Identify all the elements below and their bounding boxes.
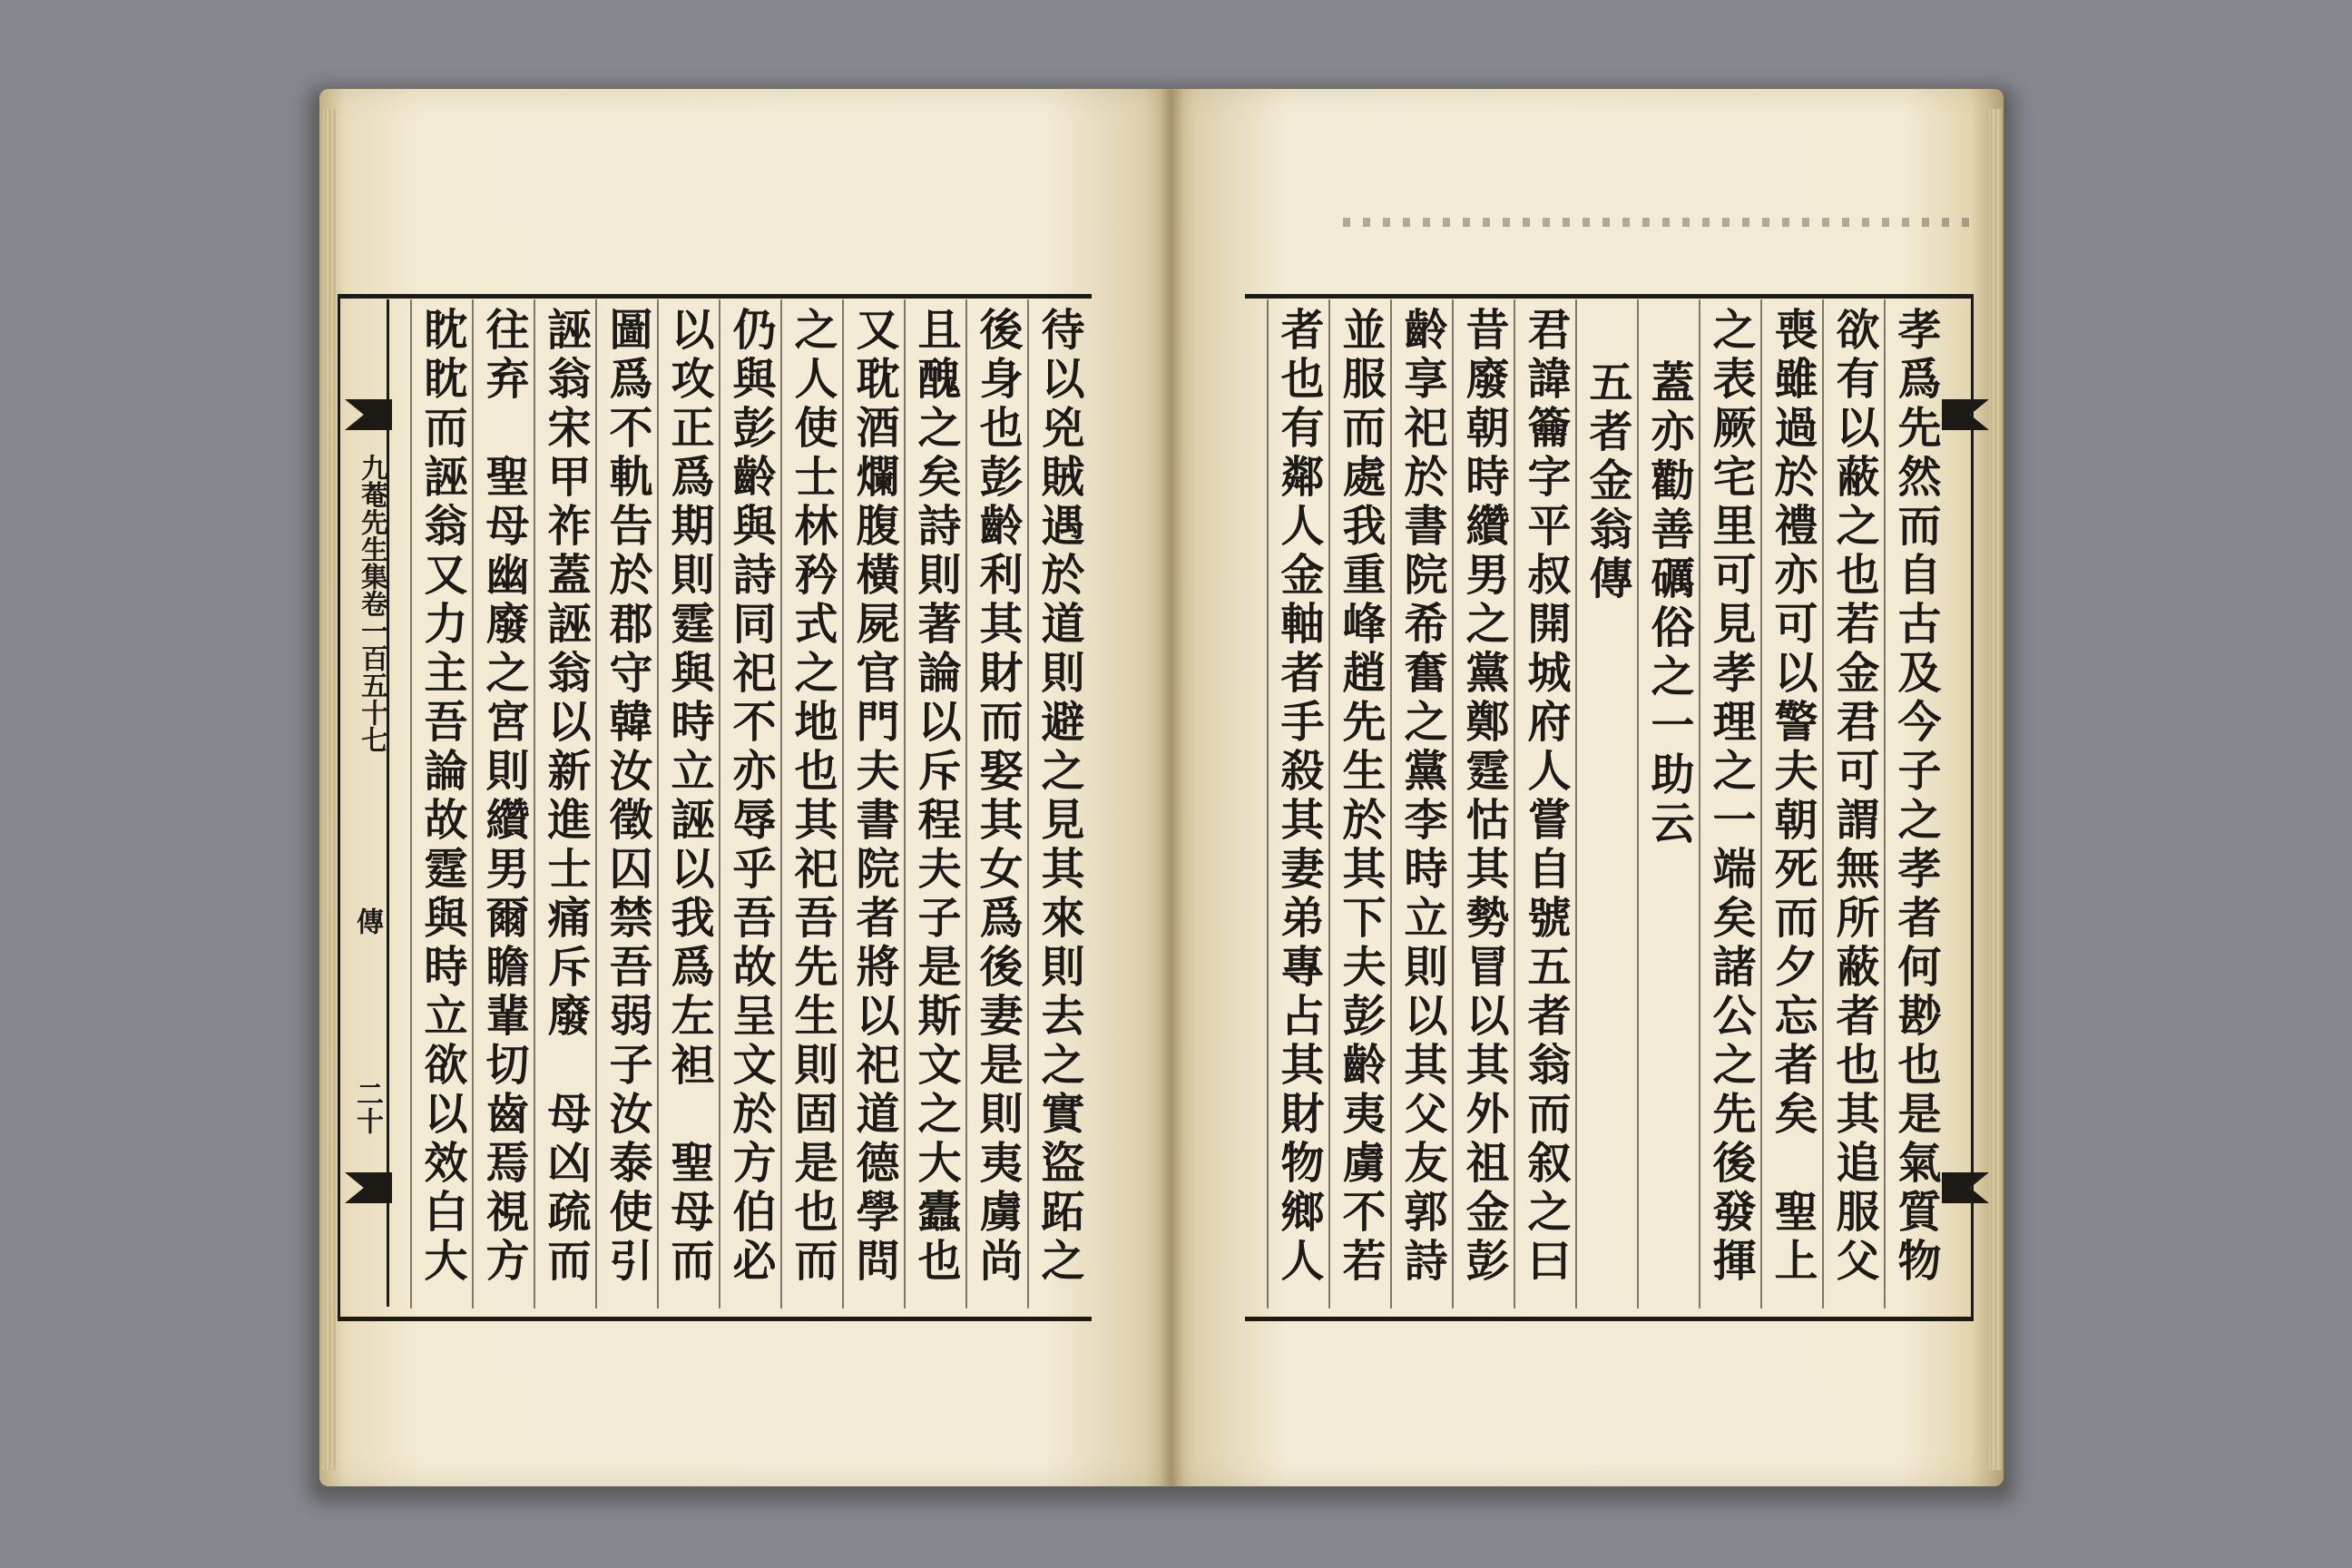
- column-rule: [1760, 299, 1762, 1308]
- column-rule: [410, 299, 412, 1308]
- column-rule: [657, 299, 659, 1308]
- text-column: 並服而處我重峰趙先生於其下夫彭齡夷虜不若: [1335, 307, 1386, 1287]
- text-column: 以攻正爲期則霆與時立誣以我爲左袒 聖母而: [663, 307, 714, 1287]
- column-rule: [780, 299, 782, 1308]
- column-rule: [1390, 299, 1392, 1308]
- text-column: 欲有以蔽之也若金君可謂無所蔽者也其追服父: [1828, 307, 1879, 1287]
- column-rule: [1452, 299, 1454, 1308]
- section-label-margin: 傳: [351, 907, 383, 935]
- column-rule: [1884, 299, 1886, 1308]
- text-column: 孝爲先然而自古及今子之孝者何尠也是氣質物: [1890, 307, 1941, 1287]
- text-column: 君諱籥字平叔開城府人嘗自號五者翁而叙之曰: [1520, 307, 1571, 1287]
- book-title-margin: 九菴先生集卷一百五十七: [356, 454, 387, 753]
- column-rule: [904, 299, 906, 1308]
- column-rule: [595, 299, 597, 1308]
- column-rule: [842, 299, 844, 1308]
- left-page-edge: [323, 109, 336, 1470]
- text-column: 蓋亦勸善礪俗之一助云: [1643, 359, 1694, 849]
- text-column: 眈眈而誣翁又力主吾論故霆與時立欲以效白大: [416, 307, 467, 1287]
- text-column: 之表厥宅里可見孝理之一端矣諸公之先後發揮: [1705, 307, 1756, 1287]
- text-column: 者也有鄰人金軸者手殺其妻弟專占其財物鄉人: [1273, 307, 1324, 1287]
- column-rule: [965, 299, 967, 1308]
- ink-bleed-marks: [1343, 218, 1978, 227]
- column-rule: [534, 299, 535, 1308]
- column-rule: [1822, 299, 1824, 1308]
- text-column: 圖爲不軌告於郡守韓汝徵囚禁吾弱子汝泰使引: [602, 307, 652, 1287]
- text-column: 又耽酒爛腹橫屍官門夫書院者將以祀道德學問: [848, 307, 899, 1287]
- column-rule: [1514, 299, 1515, 1308]
- text-column: 之人使士林矜式之地也其祀吾先生則固是也而: [787, 307, 838, 1287]
- book-gutter: [1160, 89, 1183, 1486]
- column-rule: [1637, 299, 1639, 1308]
- column-rule: [472, 299, 474, 1308]
- text-column: 喪雖過於禮亦可以警夫朝死而夕忘者矣 聖上: [1767, 307, 1818, 1287]
- column-rule: [1267, 299, 1269, 1308]
- text-column: 後身也彭齡利其財而娶其女爲後妻是則夷虜尚: [972, 307, 1023, 1287]
- text-column: 且醜之矣詩則著論以斥程夫子是斯文之大蠹也: [910, 307, 961, 1287]
- page-number-margin: 二十: [351, 1080, 383, 1134]
- column-rule: [1328, 299, 1330, 1308]
- text-column: 往弃 聖母幽廢之宮則纘男爾瞻輩切齒焉視方: [478, 307, 529, 1287]
- text-column: 昔廢朝時纘男之黨鄭霆怙其勢冒以其外祖金彭: [1458, 307, 1509, 1287]
- text-column: 待以兇賊遇於道則避之見其來則去之實盜跖之: [1034, 307, 1084, 1287]
- column-rule: [1699, 299, 1700, 1308]
- chapter-heading: 五者金翁傳: [1582, 359, 1632, 604]
- text-column: 齡享祀於書院希奮之黨李時立則以其父友郭詩: [1396, 307, 1447, 1287]
- text-column: 誣翁宋甲祚蓋誣翁以新進士痛斥廢 母凶疏而: [540, 307, 591, 1287]
- right-page-edge: [1989, 109, 2002, 1470]
- column-rule: [1575, 299, 1577, 1308]
- column-rule: [719, 299, 720, 1308]
- column-rule: [1027, 299, 1029, 1308]
- text-column: 仍與彭齡與詩同祀不亦辱乎吾故呈文於方伯必: [725, 307, 776, 1287]
